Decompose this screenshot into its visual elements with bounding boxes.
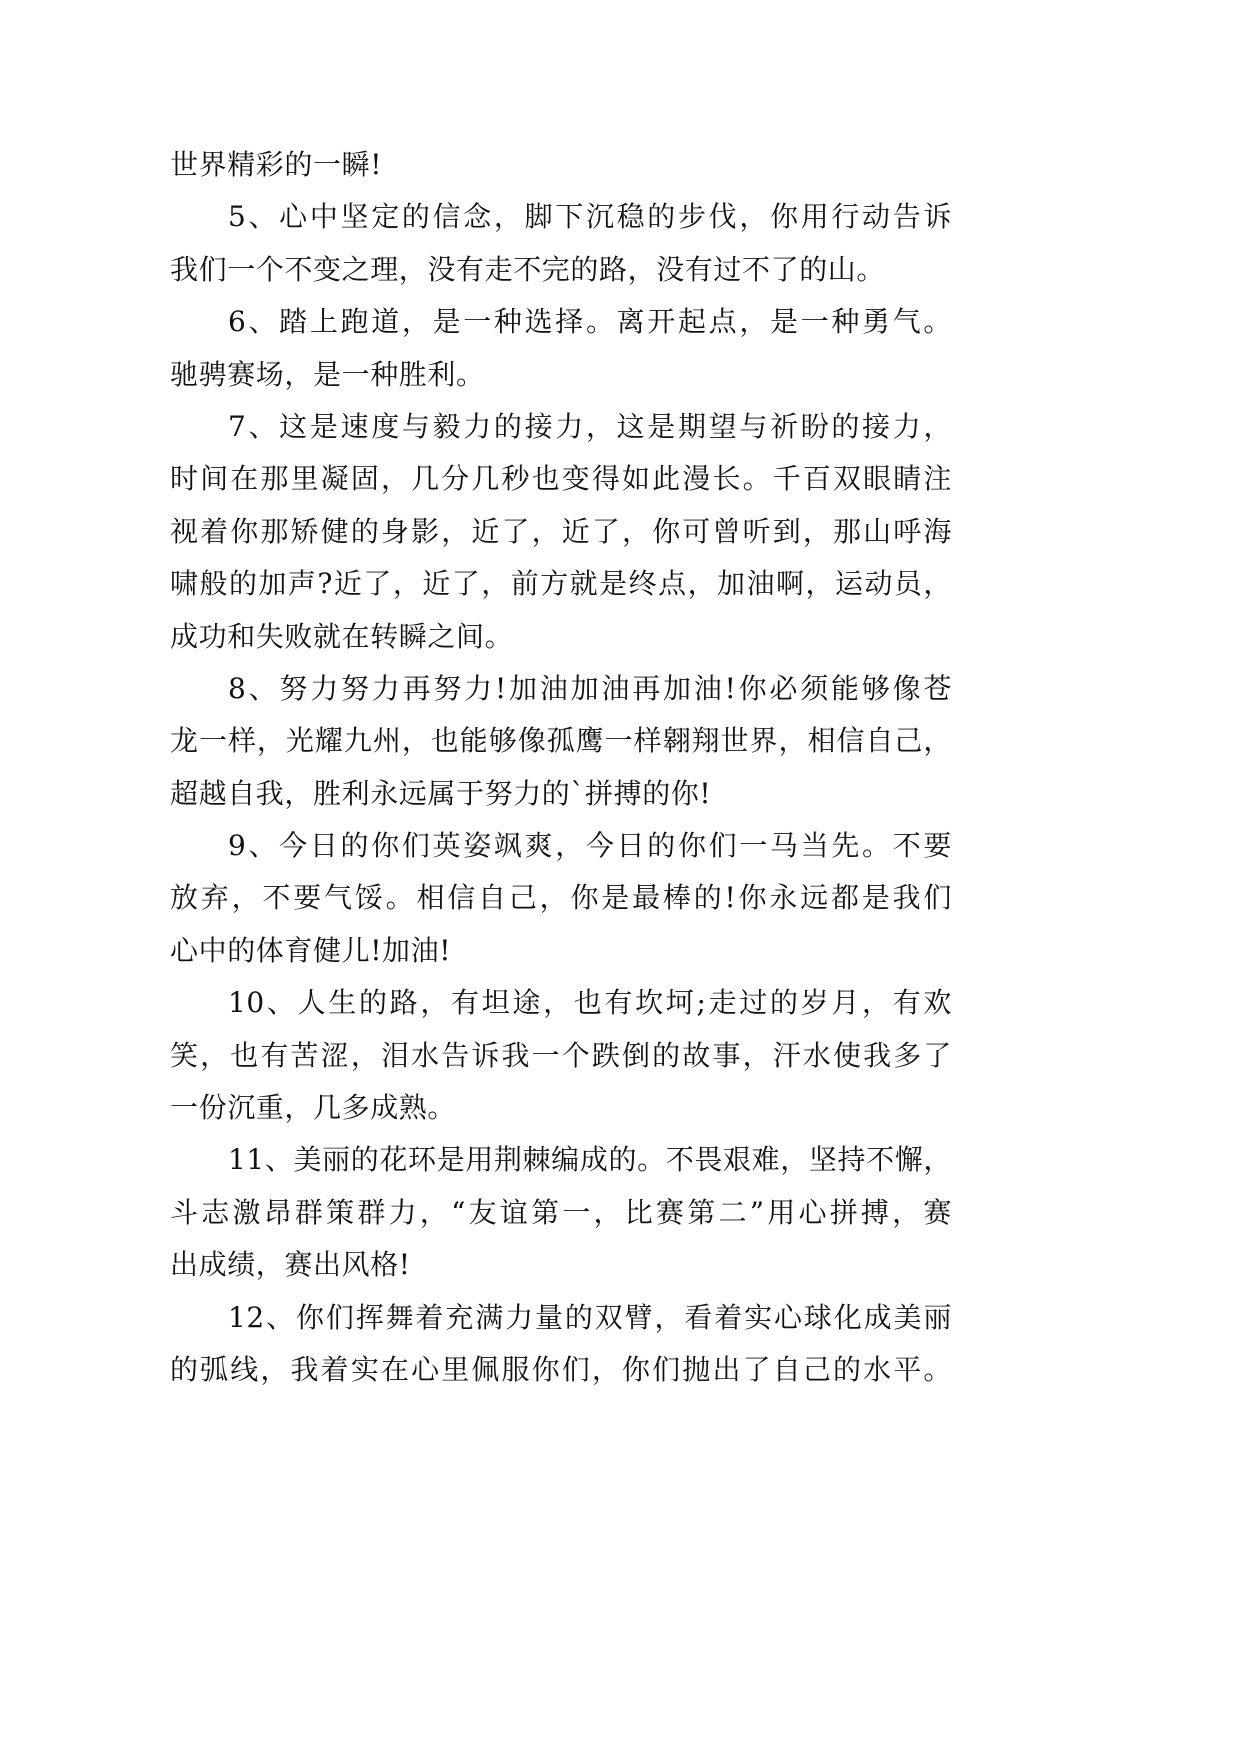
text-line: 10、人生的路，有坦途，也有坎坷;走过的岁月，有欢: [228, 986, 952, 1020]
text-line: 龙一样，光耀九州，也能够像孤鹰一样翱翔世界，相信自己，: [170, 724, 952, 758]
paragraph-continuation: [170, 139, 952, 191]
text-line: 驰骋赛场，是一种胜利。: [170, 357, 485, 391]
text-line: 放弃，不要气馁。相信自己，你是最棒的!你永远都是我们: [170, 881, 952, 915]
text-line: 8、努力努力再努力!加油加油再加油!你必须能够像苍: [228, 671, 952, 705]
text-line: 心中的体育健儿!加油!: [170, 933, 452, 967]
text-line: 超越自我，胜利永远属于努力的`拼搏的你!: [170, 776, 712, 810]
text-line: 成功和失败就在转瞬之间。: [170, 619, 514, 653]
text-line: 11、美丽的花环是用荆棘编成的。不畏艰难，坚持不懈，: [228, 1143, 952, 1177]
text-line: 斗志激昂群策群力，“友谊第一，比赛第二”用心拼搏，赛: [170, 1195, 952, 1229]
text-line: 一份沉重，几多成熟。: [170, 1091, 457, 1125]
paragraph-12: [170, 1292, 952, 1397]
text-line: 出成绩，赛出风格!: [170, 1248, 411, 1282]
text-line: 视着你那矫健的身影，近了，近了，你可曾听到，那山呼海: [170, 514, 952, 548]
paragraph-7: [170, 401, 952, 663]
paragraph-11: [170, 1134, 952, 1291]
text-line: 5、心中坚定的信念，脚下沉稳的步伐，你用行动告诉: [228, 200, 952, 234]
paragraph-8: [170, 663, 952, 820]
text-line: 6、踏上跑道，是一种选择。离开起点，是一种勇气。: [228, 305, 952, 339]
paragraph-6: [170, 296, 952, 401]
paragraph-5: [170, 191, 952, 296]
text-line: 12、你们挥舞着充满力量的双臂，看着实心球化成美丽: [228, 1300, 952, 1334]
text-line: 笑，也有苦涩，泪水告诉我一个跌倒的故事，汗水使我多了: [170, 1038, 952, 1072]
paragraph-10: [170, 977, 952, 1134]
text-line: 9、今日的你们英姿飒爽，今日的你们一马当先。不要: [228, 829, 952, 863]
text-line: 时间在那里凝固，几分几秒也变得如此漫长。千百双眼睛注: [170, 462, 952, 496]
text-line: 7、这是速度与毅力的接力，这是期望与祈盼的接力，: [228, 409, 952, 443]
text-line: 的弧线，我着实在心里佩服你们，你们抛出了自己的水平。: [170, 1352, 952, 1386]
paragraph-9: [170, 820, 952, 977]
document-body: [170, 139, 952, 1396]
text-line: 世界精彩的一瞬!: [170, 148, 383, 181]
text-line: 啸般的加声?近了，近了，前方就是终点，加油啊，运动员，: [170, 567, 952, 601]
text-line: 我们一个不变之理，没有走不完的路，没有过不了的山。: [170, 252, 886, 286]
